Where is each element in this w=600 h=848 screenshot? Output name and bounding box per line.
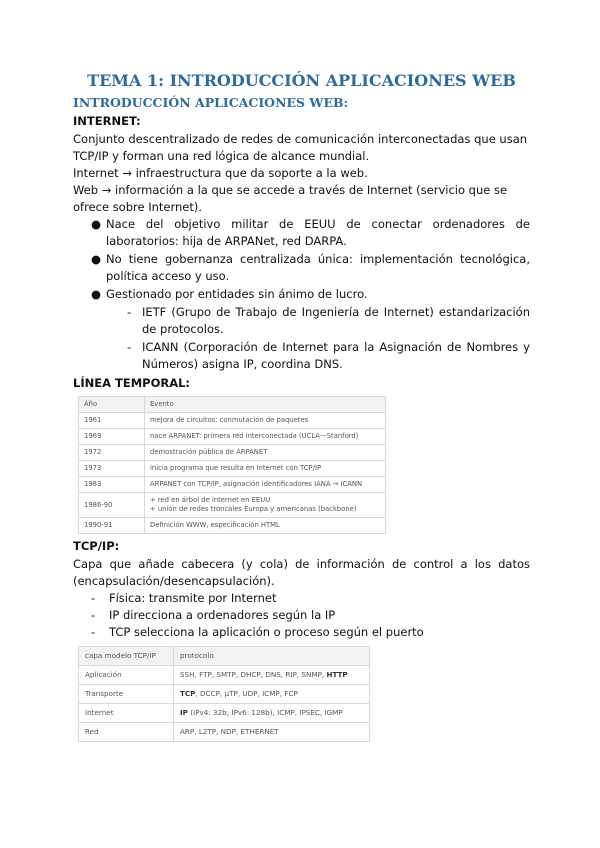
- table-row: [79, 461, 386, 477]
- internet-bullet-list: [73, 216, 530, 373]
- internet-infrastructure: Internet → infraestructura que da soporte a la web.: [73, 166, 368, 180]
- column-header: Evento: [145, 397, 386, 413]
- list-item-text: IETF (Grupo de Trabajo de Ingeniería de Internet) estandarización de protocolos.: [142, 305, 530, 336]
- event-cell: + red en árbol de internet en EEUU + unión de redes troncales Europa y americanas (backbone): [145, 493, 386, 518]
- year-cell: 1983: [79, 477, 145, 493]
- document-title: TEMA 1: INTRODUCCIÓN APLICACIONES WEB: [87, 71, 516, 90]
- tcpip-layers-table: [78, 646, 370, 742]
- document-page: [73, 70, 530, 742]
- year-cell: 1972: [79, 445, 145, 461]
- year-cell: 1961: [79, 413, 145, 429]
- event-cell: ARPANET con TCP/IP, asignación identificadores IANA → ICANN: [145, 477, 386, 493]
- bullet-icon: ●: [91, 252, 102, 266]
- bullet-icon: ●: [91, 287, 102, 301]
- event-cell: mejora de circuitos: conmutación de paquetes: [145, 413, 386, 429]
- year-cell: 1986-90: [79, 493, 145, 518]
- internet-heading: INTERNET:: [73, 114, 141, 128]
- dash-icon: -: [127, 340, 132, 354]
- table-row: [79, 518, 386, 534]
- table-header-row: [79, 647, 370, 666]
- protocol-cell: [174, 704, 370, 723]
- table-row: [79, 477, 386, 493]
- list-item: [73, 607, 530, 624]
- dash-icon: -: [91, 591, 96, 605]
- table-row: [79, 445, 386, 461]
- protocol-text-post: (IPv4: 32b; IPv6: 128b), ICMP, IPSEC, IGMP: [187, 708, 343, 717]
- dash-icon: -: [127, 305, 132, 319]
- layer-cell: Aplicación: [79, 666, 174, 685]
- sub-list-item: [73, 304, 530, 338]
- list-item-text: Gestionado por entidades sin ánimo de lucro.: [106, 287, 368, 301]
- table-row: [79, 413, 386, 429]
- protocol-cell: [174, 666, 370, 685]
- column-header: protocolo: [174, 647, 370, 666]
- web-definition: Web → información a la que se accede a través de Internet (servicio que se ofrece sobre Internet).: [73, 183, 508, 214]
- layer-cell: Internet: [79, 704, 174, 723]
- year-cell: 1973: [79, 461, 145, 477]
- list-item: [73, 590, 530, 607]
- list-item-text: No tiene gobernanza centralizada única: implementación tecnológica, política acceso y uso.: [106, 252, 530, 283]
- table-row: [79, 666, 370, 685]
- protocol-text-pre: ARP, L2TP, NDP, ETHERNET: [180, 727, 279, 736]
- tcpip-dash-list: [73, 590, 530, 641]
- protocol-text-bold: TCP: [180, 689, 196, 698]
- dash-icon: -: [91, 608, 96, 622]
- tcpip-table-body: [79, 666, 370, 742]
- table-header-row: [79, 397, 386, 413]
- table-row: [79, 493, 386, 518]
- internet-definition: Conjunto descentralizado de redes de comunicación interconectadas que usan TCP/IP y forman una red lógica de alcance mundial.: [73, 132, 528, 163]
- list-item: [73, 624, 530, 641]
- column-header: Año: [79, 397, 145, 413]
- dash-icon: -: [91, 625, 96, 639]
- layer-cell: Red: [79, 723, 174, 742]
- timeline-table-body: [79, 413, 386, 534]
- event-cell: demostración pública de ARPANET: [145, 445, 386, 461]
- table-row: [79, 685, 370, 704]
- protocol-cell: [174, 723, 370, 742]
- table-row: [79, 704, 370, 723]
- list-item-text: IP direcciona a ordenadores según la IP: [109, 608, 336, 622]
- event-cell: nace ARPANET: primera red interconectada (UCLA—Stanford): [145, 429, 386, 445]
- list-item: [73, 216, 530, 250]
- bullet-icon: ●: [91, 217, 102, 231]
- list-item: [73, 286, 530, 303]
- event-cell: inicia programa que resulta en Internet con TCP/IP: [145, 461, 386, 477]
- year-cell: 1969: [79, 429, 145, 445]
- list-item-text: Física: transmite por Internet: [109, 591, 277, 605]
- layer-cell: Transporte: [79, 685, 174, 704]
- list-item: [73, 251, 530, 285]
- list-item-text: Nace del objetivo militar de EEUU de conectar ordenadores de laboratorios: hija de ARPANet, red DARPA.: [106, 217, 530, 248]
- list-item-text: ICANN (Corporación de Internet para la Asignación de Nombres y Números) asigna IP, coordina DNS.: [142, 340, 530, 371]
- year-cell: 1990-91: [79, 518, 145, 534]
- list-item-text: TCP selecciona la aplicación o proceso según el puerto: [109, 625, 424, 639]
- protocol-text-pre: SSH, FTP, SMTP, DHCP, DNS, RIP, SNMP,: [180, 670, 327, 679]
- sub-list-item: [73, 339, 530, 373]
- event-cell: Definición WWW, especificación HTML: [145, 518, 386, 534]
- tcpip-description: Capa que añade cabecera (y cola) de información de control a los datos (encapsulación/desencapsulación).: [73, 557, 530, 588]
- tcpip-heading: TCP/IP:: [73, 539, 120, 553]
- section-subtitle: INTRODUCCIÓN APLICACIONES WEB:: [73, 95, 349, 110]
- table-row: [79, 429, 386, 445]
- protocol-cell: [174, 685, 370, 704]
- table-row: [79, 723, 370, 742]
- timeline-table: [78, 396, 386, 534]
- column-header: capa modelo TCP/IP: [79, 647, 174, 666]
- protocol-text-post: , DCCP, µTP, UDP, ICMP, FCP: [195, 689, 298, 698]
- timeline-heading: LÍNEA TEMPORAL:: [73, 376, 191, 390]
- protocol-text-bold: HTTP: [326, 670, 348, 679]
- protocol-text-bold: IP: [180, 708, 188, 717]
